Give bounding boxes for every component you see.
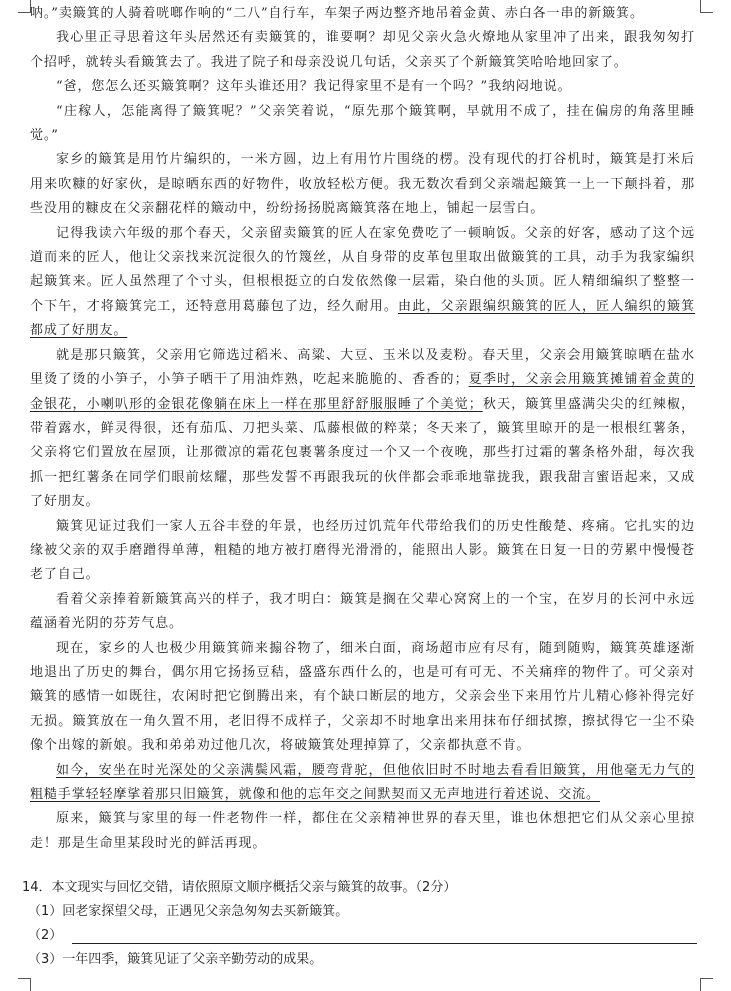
paragraph-text: “庄稼人，怎能离得了簸箕呢？”父亲笑着说，“原先那个簸箕啊，早就用不成了，挂在偏房的角落里睡觉。” xyxy=(30,103,695,144)
underlined-sentence: 如今，安坐在时光深处的父亲满鬓风霜，腰弯背驼，但他依旧时不时地去看看旧簸箕，用他毫无力气的粗糙手掌轻轻摩挲着那只旧簸箕，就像和他的忘年交之间默契而又无声地进行着述说、交流。 xyxy=(30,762,695,802)
paragraph-text: 现在，家乡的人也极少用簸箕筛来搧谷物了，细米白面，商场超市应有尽有，随到随购，簸箕英雄逐渐地退出了历史的舞台，偶尔用它扬扬豆秸，盛盛东西什么的，也是可有可无、不关痛痒的物件了。可父亲对簸箕的感情一如既往，农闲时把它倒腾出来，有个缺口断层的地方，父亲会坐下来用竹片儿精心修补得完好无损。簸箕放在一角久置不用，老旧得不成样子，父亲却不时地拿出来用抹布仔细拭擦，擦拭得它一尘不染像个出嫁的新娘。我和弟弟劝过他几次，将破簸箕处理掉算了，父亲都执意不肯。 xyxy=(30,640,695,754)
question-item-3: （3）一年四季，簸箕见证了父亲辛勤劳动的成果。 xyxy=(28,952,323,967)
paragraph xyxy=(30,148,695,221)
paragraph-text: 呐。”卖簸箕的人骑着咣啷作响的“二八”自行车，车架子两边整齐地吊着金黄、赤白各一串的新簸箕。 xyxy=(30,6,644,21)
paragraph xyxy=(30,75,695,99)
crop-mark-bottom-right xyxy=(700,978,713,991)
question-stem: 14．本文现实与回忆交错，请依照原文顺序概括父亲与簸箕的故事。（2分） xyxy=(22,880,457,895)
paragraph xyxy=(30,588,695,637)
question-item-1: （1）回老家探望父母，正遇见父亲急匆匆去买新簸箕。 xyxy=(28,904,349,919)
paragraph xyxy=(30,2,695,26)
paragraph-text: 秋天，簸箕里盛满尖尖的红辣椒，带着露水，鲜灵得很，还有茄瓜、刀把头菜、瓜藤根做的粹菜；冬天来了，簸箕里晾开的是一根根红薯条，父亲将它们置放在屋顶，让那微凉的霜花包裹薯条度过一个又一个夜晚，那些打过霜的薯条格外甜，每次我抓一把红薯条在同学们眼前炫耀，那些发誓不再跟我玩的伙伴都会乖乖地靠拢我，跟我甜言蜜语起来，又成了好朋友。 xyxy=(30,396,695,510)
underlined-sentence: 由此，父亲跟编织簸箕的匠人，匠人编织的簸箕都成了好朋友。 xyxy=(30,298,695,339)
paragraph-text: 原来，簸箕与家里的每一件老物件一样，都住在父亲精神世界的春天里，谁也休想把它们从父亲心里掠走！那是生命里某段时光的鲜活再现。 xyxy=(30,811,695,851)
paragraph-text: 簸箕见证过我们一家人五谷丰登的年景，也经历过饥荒年代带给我们的历史性酸楚、疼痛。它扎实的边缘被父亲的双手磨蹭得单薄，粗糙的地方被打磨得光滑滑的，能照出人影。簸箕在日复一日的劳累中慢慢苍老了自己。 xyxy=(30,518,695,583)
crop-mark-bottom-left xyxy=(18,978,31,991)
paragraph xyxy=(30,100,695,149)
question-section xyxy=(22,876,697,972)
crop-mark-top-right xyxy=(700,0,713,13)
article-body xyxy=(30,2,695,856)
paragraph xyxy=(30,26,695,75)
paragraph xyxy=(30,759,695,808)
paragraph-text: 我心里正寻思着这年头居然还有卖簸箕的，谁要啊？却见父亲火急火燎地从家里冲了出来，跟我匆匆打个招呼，就转头看簸箕去了。我进了院子和母亲没说几句话，父亲买了个新簸箕笑哈哈地回家了。 xyxy=(30,30,695,70)
paragraph xyxy=(30,637,695,759)
answer-blank-line[interactable] xyxy=(72,927,697,944)
paragraph xyxy=(30,515,695,588)
question-item-2-label: （2） xyxy=(28,928,63,943)
paragraph-text: “爸，您怎么还买簸箕啊？这年头谁还用？我记得家里不是有一个吗？”我纳闷地说。 xyxy=(56,79,572,95)
paragraph-text: 就是那只簸箕，父亲用它筛选过稻米、高粱、大豆、玉米以及麦粉。春天里，父亲会用簸箕晾晒在盐水里烫了烫的小笋子，小笋子晒干了用油炸熟，吃起来脆脆的、香香的； xyxy=(30,347,695,388)
underlined-sentence: 夏季时，父亲会用簸箕摊铺着金黄的金银花，小喇叭形的金银花像躺在床上一样在那里舒舒服服睡了个美觉； xyxy=(30,372,695,412)
paragraph-text: 家乡的簸箕是用竹片编织的，一米方圆，边上有用竹片围绕的楞。没有现代的打谷机时，簸箕是打米后用来吹糠的好家伙，是晾晒东西的好物件，收放轻松方便。我无数次看到父亲端起簸箕一上一下颠抖着，那些没用的糠皮在父亲翻花样的簸动中，纷纷扬扬脱离簸箕落在地上，铺起一层雪白。 xyxy=(30,152,695,217)
question-item-2 xyxy=(22,924,697,948)
paragraph-text: 看着父亲捧着新簸箕高兴的样子，我才明白：簸箕是搁在父辈心窝窝上的一个宝，在岁月的长河中永远蕴涵着光阴的芬芳气息。 xyxy=(30,591,695,632)
paragraph xyxy=(30,222,695,344)
paragraph xyxy=(30,344,695,515)
paragraph xyxy=(30,807,695,856)
paragraph-text: 记得我读六年级的那个春天，父亲留卖簸箕的匠人在家免费吃了一顿晌饭。父亲的好客，感动了这个远道而来的匠人，他让父亲找来沉淀很久的竹篾丝，从自身带的皮革包里取出做簸箕的工具，动手为我家编织起簸箕来。匠人虽然理了个寸头，但根根挺立的白发依然像一层霜，染白他的头顶。匠人精细编织了整整一个下午，才将簸箕完工，还特意用葛藤包了边，经久耐用。 xyxy=(30,225,695,314)
